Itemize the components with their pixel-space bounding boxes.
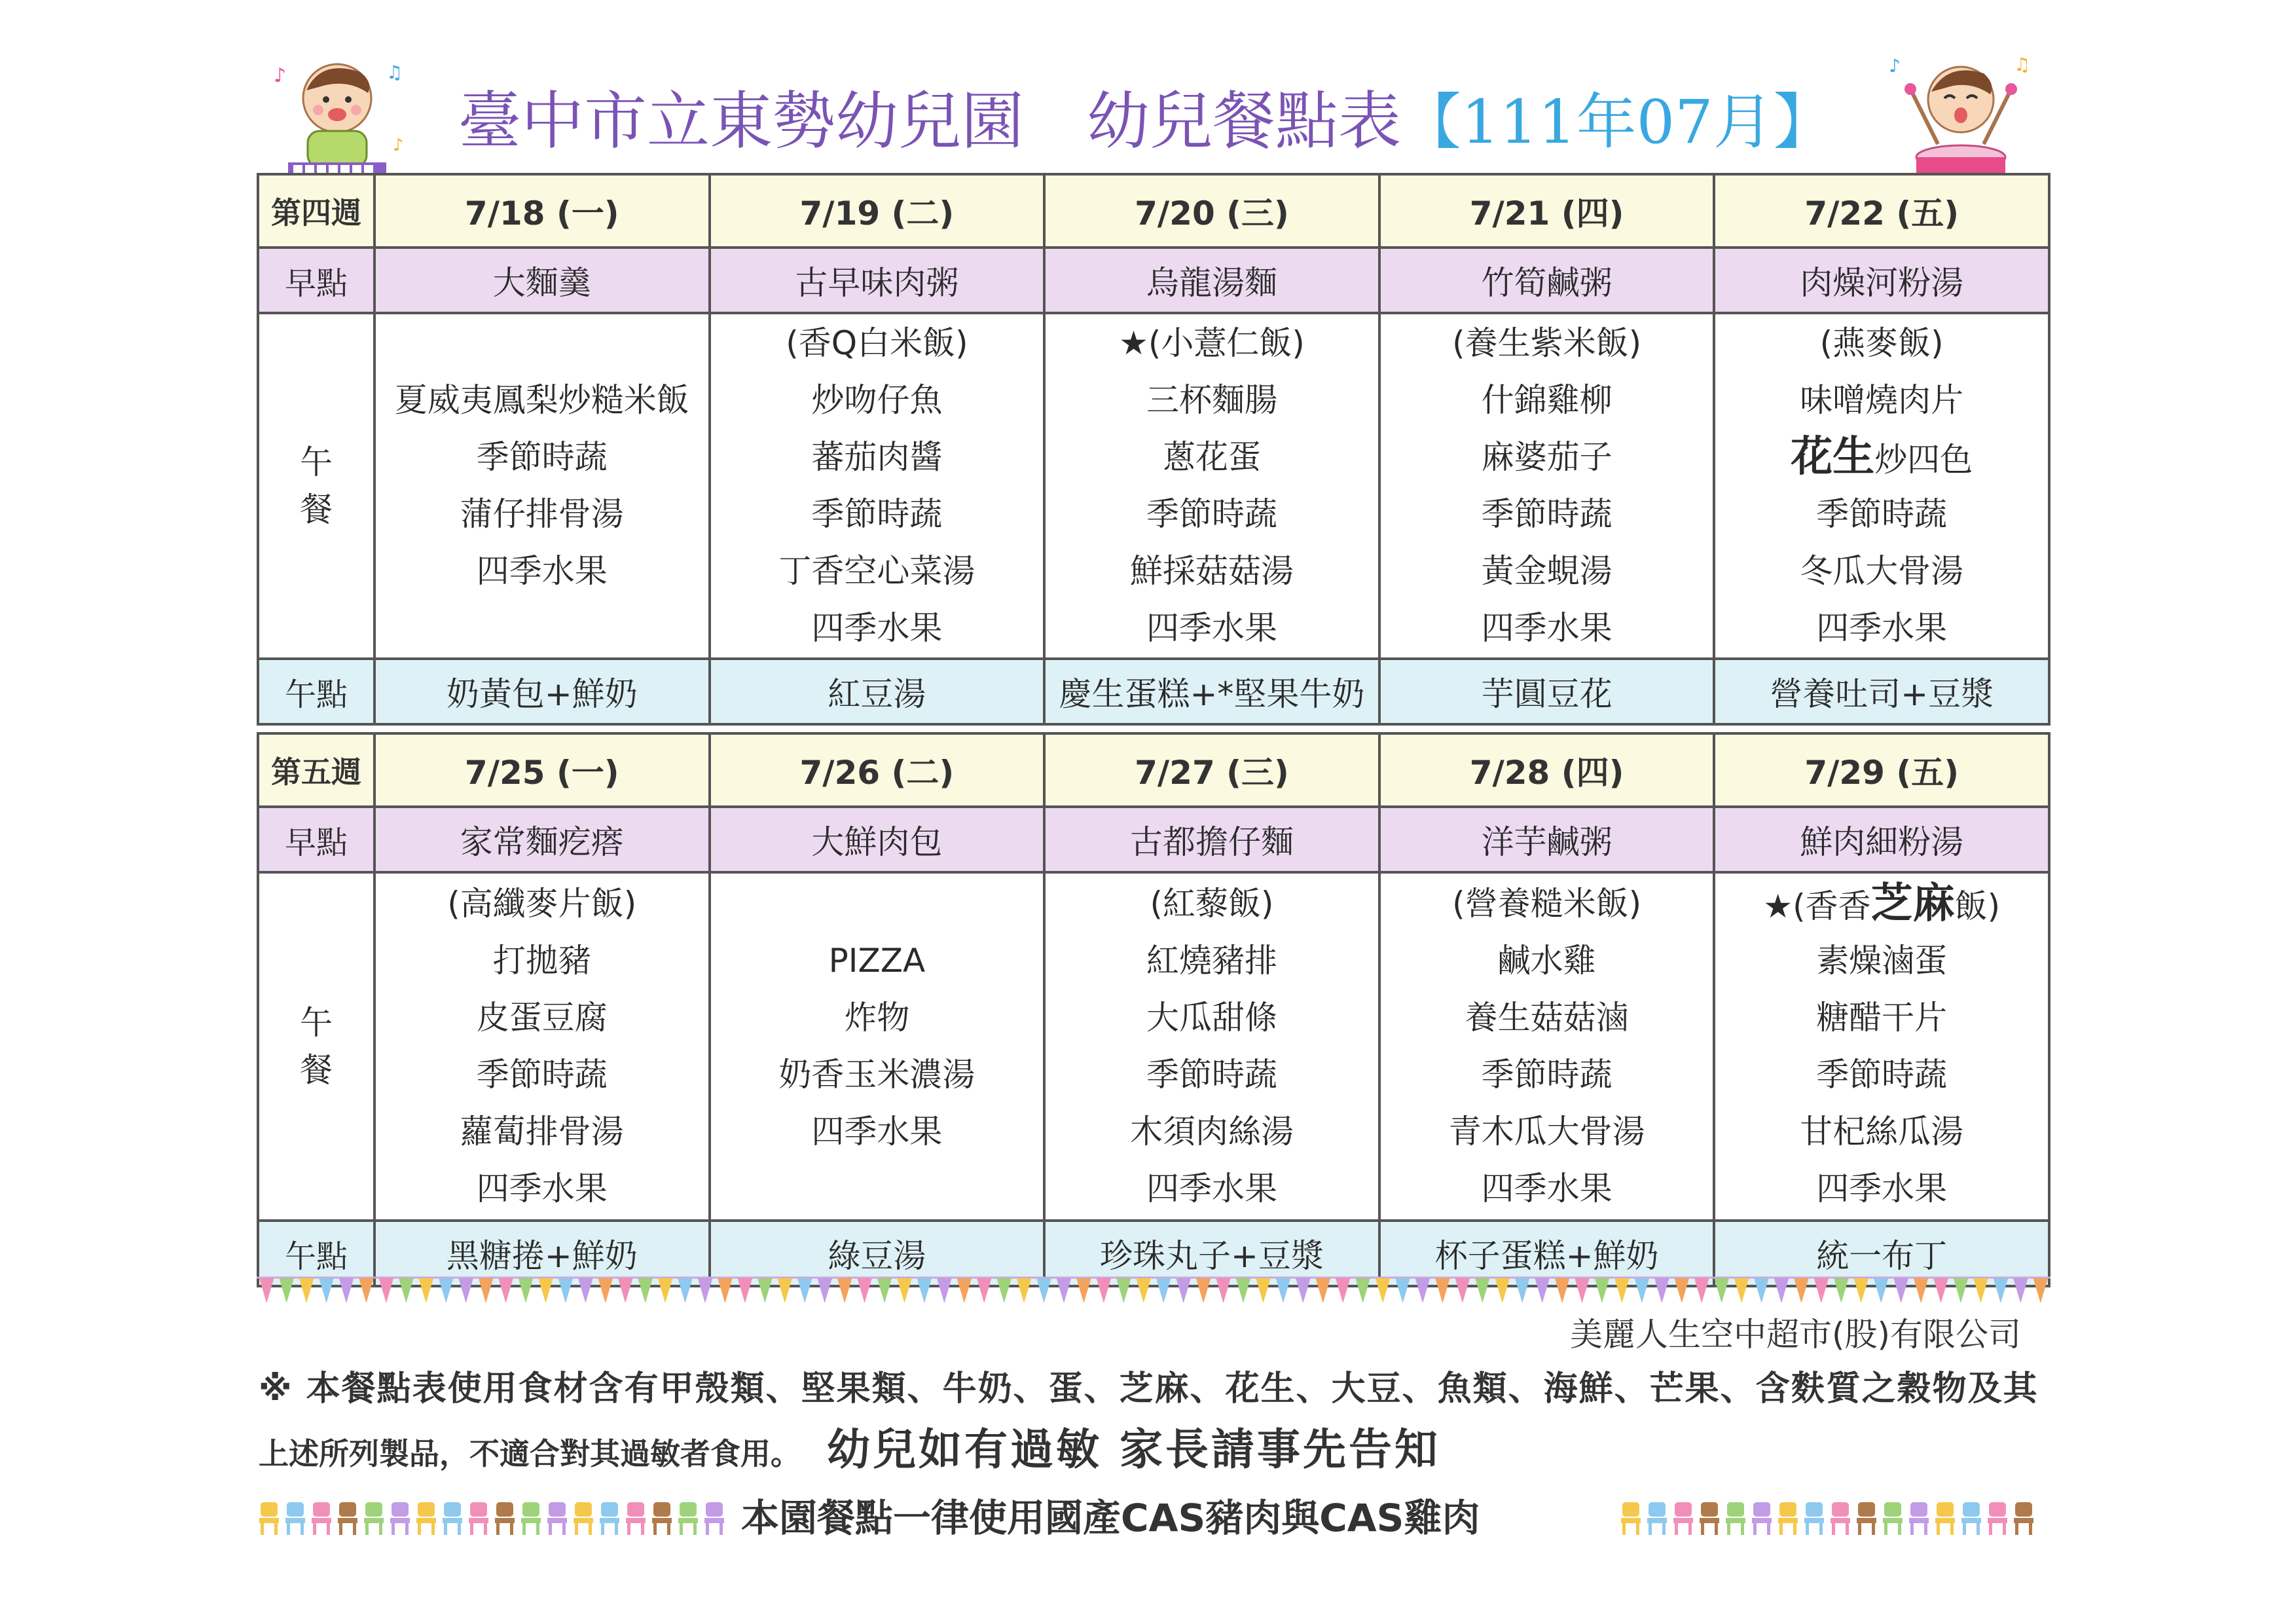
lunch-item: 奶香玉米濃湯 [778, 1056, 975, 1094]
snack-item: 奶黃包+鮮奶 [374, 659, 710, 724]
bunting-flag [698, 1278, 712, 1303]
chair-icon [416, 1502, 436, 1535]
chair-icon [1673, 1502, 1693, 1535]
bunting-flag [837, 1278, 852, 1303]
day-date: 7/28 (四) [1379, 733, 1715, 807]
chair-icon [285, 1502, 305, 1535]
bunting-flag [797, 1278, 812, 1303]
lunch-item: 四季水果 [1481, 609, 1613, 647]
bunting-flag [1774, 1278, 1789, 1303]
lunch-item: (養生紫米飯) [1452, 324, 1642, 362]
bunting-flag [458, 1278, 473, 1303]
baby-piano-icon [262, 52, 412, 190]
bunting-flag [1415, 1278, 1430, 1303]
bunting-flag [1276, 1278, 1290, 1303]
svg-text:♪: ♪ [393, 136, 404, 155]
snack-label: 午點 [258, 1221, 374, 1286]
lunch-item-suffix: 炒四色 [1874, 441, 1973, 479]
title-month: 【111年07月】 [1401, 87, 1834, 157]
lunch-item: 大瓜甜條 [1146, 999, 1277, 1037]
chair-icon [1988, 1502, 2007, 1535]
lunch-item: (高纖麥片飯) [447, 885, 637, 923]
lunch-item: 四季水果 [811, 1113, 943, 1151]
bunting-flag [1076, 1278, 1091, 1303]
bunting-flag [1017, 1278, 1031, 1303]
chair-icon [2014, 1502, 2033, 1535]
lunch-row [258, 313, 2049, 659]
bunting-flag [877, 1278, 892, 1303]
lunch-item: 季節時蔬 [1146, 1056, 1277, 1094]
breakfast-item: 古早味肉粥 [710, 248, 1045, 313]
day-date: 7/27 (三) [1044, 733, 1379, 807]
bunting-flag [1734, 1278, 1749, 1303]
chair-icon [652, 1502, 672, 1535]
bunting-flag [359, 1278, 373, 1303]
bunting-flag [1455, 1278, 1470, 1303]
snack-item: 芋圓豆花 [1379, 659, 1715, 724]
lunch-cell [1714, 313, 2049, 659]
lunch-label-line2: 餐 [300, 490, 333, 528]
lunch-item: 打拋豬 [492, 942, 591, 980]
week-5-table [257, 732, 2050, 1287]
lunch-item: 四季水果 [476, 1170, 608, 1208]
chair-icon [312, 1502, 331, 1535]
breakfast-item: 烏龍湯麵 [1044, 248, 1379, 313]
bunting-flag [259, 1278, 274, 1303]
svg-text:♫: ♫ [386, 62, 403, 83]
bunting-flag [1236, 1278, 1250, 1303]
bunting-flag [419, 1278, 433, 1303]
chair-icon [338, 1502, 357, 1535]
day-date: 7/22 (五) [1714, 174, 2049, 248]
lunch-item: 四季水果 [1146, 1170, 1277, 1208]
bunting-flag [1614, 1278, 1629, 1303]
chair-icon [678, 1502, 698, 1535]
day-date: 7/26 (二) [710, 733, 1045, 807]
bunting-flag [1714, 1278, 1728, 1303]
bunting-flag [996, 1278, 1011, 1303]
bunting-flag [1973, 1278, 1988, 1303]
week-4-table [257, 173, 2050, 726]
lunch-item-highlight: 花生 [1791, 433, 1875, 481]
chair-icon [574, 1502, 593, 1535]
breakfast-label: 早點 [258, 807, 374, 872]
bunting-flag [1216, 1278, 1230, 1303]
bunting-flag [1256, 1278, 1270, 1303]
lunch-item: 皮蛋豆腐 [476, 999, 608, 1037]
lunch-item: (營養糙米飯) [1452, 885, 1642, 923]
snack-item: 慶生蛋糕+*堅果牛奶 [1044, 659, 1379, 724]
bunting-flag [1575, 1278, 1589, 1303]
bunting-flag [1097, 1278, 1111, 1303]
lunch-item [1715, 876, 2048, 932]
lunch-item: 木須肉絲湯 [1129, 1113, 1294, 1151]
bunting-flag [1834, 1278, 1848, 1303]
bunting-flag [638, 1278, 652, 1303]
lunch-cell [710, 872, 1045, 1221]
bunting-flag [558, 1278, 573, 1303]
bunting-decoration [257, 1276, 2050, 1306]
lunch-item: 冬瓜大骨湯 [1800, 552, 1964, 590]
lunch-item: 季節時蔬 [1816, 495, 1948, 533]
chair-icon [1909, 1502, 1929, 1535]
lunch-item: 蒲仔排骨湯 [460, 495, 624, 533]
bunting-flag [1395, 1278, 1410, 1303]
snack-label: 午點 [258, 659, 374, 724]
bunting-flag [1994, 1278, 2008, 1303]
lunch-item: 黃金蜆湯 [1481, 552, 1613, 590]
bunting-flag [1137, 1278, 1151, 1303]
lunch-cell [1379, 313, 1715, 659]
bunting-flag [1495, 1278, 1510, 1303]
lunch-item: 季節時蔬 [476, 438, 608, 476]
title-main: 臺中市立東勢幼兒園 幼兒餐點表 [458, 84, 1401, 158]
bunting-flag [1954, 1278, 1968, 1303]
day-date: 7/21 (四) [1379, 174, 1715, 248]
bunting-flag [1893, 1278, 1908, 1303]
snack-item: 珍珠丸子+豆漿 [1044, 1221, 1379, 1286]
bunting-flag [738, 1278, 752, 1303]
allergy-note-line2 [259, 1414, 1440, 1477]
chair-icon [1647, 1502, 1667, 1535]
bunting-flag [1933, 1278, 1948, 1303]
bunting-flag [1595, 1278, 1609, 1303]
chair-icon [1935, 1502, 1955, 1535]
lunch-item: (燕麥飯) [1819, 324, 1944, 362]
allergy-note-text: 上述所列製品，不適合對其過敏者食用。 [259, 1436, 801, 1471]
week-5-header-row [258, 733, 2049, 807]
lunch-item: 季節時蔬 [811, 495, 943, 533]
bunting-flag [339, 1278, 354, 1303]
chair-icon [600, 1502, 619, 1535]
allergy-notice-emphasis: 幼兒如有過敏 家長請事先告知 [827, 1424, 1440, 1475]
bunting-flag [299, 1278, 314, 1303]
chair-icon [390, 1502, 410, 1535]
snack-item: 黑糖捲+鮮奶 [374, 1221, 710, 1286]
snack-item: 杯子蛋糕+鮮奶 [1379, 1221, 1715, 1286]
bunting-flag [439, 1278, 453, 1303]
bunting-flag [1156, 1278, 1171, 1303]
chair-icon [521, 1502, 541, 1535]
lunch-item: 紅燒豬排 [1146, 942, 1277, 980]
bunting-flag [1675, 1278, 1689, 1303]
bunting-flag [598, 1278, 613, 1303]
bunting-flag [937, 1278, 951, 1303]
chair-icon [443, 1502, 462, 1535]
lunch-item: 四季水果 [811, 609, 943, 647]
lunch-item: 素燥滷蛋 [1816, 942, 1948, 980]
bunting-flag [1635, 1278, 1649, 1303]
chair-icon [1778, 1502, 1798, 1535]
bunting-flag [519, 1278, 533, 1303]
lunch-item: 味噌燒肉片 [1800, 381, 1964, 419]
lunch-cell [374, 872, 710, 1221]
bunting-flag [1754, 1278, 1768, 1303]
chairs-decoration-right [1618, 1498, 2050, 1538]
bunting-flag [658, 1278, 672, 1303]
lunch-item: 四季水果 [1816, 1170, 1948, 1208]
bunting-flag [479, 1278, 493, 1303]
lunch-item: 青木瓜大骨湯 [1448, 1113, 1645, 1151]
breakfast-item: 肉燥河粉湯 [1714, 248, 2049, 313]
bunting-flag [817, 1278, 831, 1303]
bunting-flag [1036, 1278, 1051, 1303]
bunting-flag [1914, 1278, 1928, 1303]
page-title [458, 65, 1834, 177]
lunch-item: 鮮採菇菇湯 [1129, 552, 1294, 590]
bunting-flag [957, 1278, 972, 1303]
chair-icon [1883, 1502, 1903, 1535]
lunch-item: 丁香空心菜湯 [778, 552, 975, 590]
breakfast-row [258, 248, 2049, 313]
bunting-flag [538, 1278, 553, 1303]
lunch-item: ★(小薏仁飯) [1119, 324, 1305, 362]
bunting-flag [1316, 1278, 1330, 1303]
bunting-flag [1196, 1278, 1211, 1303]
bunting-flag [917, 1278, 932, 1303]
bunting-flag [1535, 1278, 1549, 1303]
bunting-flag [1435, 1278, 1449, 1303]
lunch-item: 四季水果 [1481, 1170, 1613, 1208]
lunch-item: 四季水果 [1146, 609, 1277, 647]
breakfast-item: 竹筍鹹粥 [1379, 248, 1715, 313]
lunch-cell [1044, 872, 1379, 1221]
snack-item: 紅豆湯 [710, 659, 1045, 724]
bunting-flag [1515, 1278, 1529, 1303]
lunch-label-line2: 餐 [300, 1051, 333, 1089]
lunch-cell [710, 313, 1045, 659]
bunting-flag [977, 1278, 991, 1303]
breakfast-item: 古都擔仔麵 [1044, 807, 1379, 872]
day-date: 7/19 (二) [710, 174, 1045, 248]
chair-icon [1831, 1502, 1850, 1535]
bunting-flag [857, 1278, 871, 1303]
bunting-flag [1296, 1278, 1310, 1303]
lunch-item: 麻婆茄子 [1481, 438, 1613, 476]
bunting-flag [2033, 1278, 2048, 1303]
lunch-item: 四季水果 [1816, 609, 1948, 647]
lunch-item: 養生菇菇滷 [1465, 999, 1629, 1037]
bunting-flag [1654, 1278, 1669, 1303]
lunch-item: 季節時蔬 [1816, 1056, 1948, 1094]
bunting-flag [618, 1278, 632, 1303]
lunch-item: (紅藜飯) [1150, 885, 1274, 923]
bunting-flag [1555, 1278, 1569, 1303]
lunch-item: 三杯麵腸 [1146, 381, 1277, 419]
chair-icon [495, 1502, 515, 1535]
bunting-flag [498, 1278, 513, 1303]
lunch-item: 甘杞絲瓜湯 [1800, 1113, 1964, 1151]
week-4-header-row [258, 174, 2049, 248]
chairs-decoration-left [257, 1498, 728, 1538]
breakfast-item: 鮮肉細粉湯 [1714, 807, 2049, 872]
svg-text:♪: ♪ [274, 64, 287, 87]
snack-item: 綠豆湯 [710, 1221, 1045, 1286]
bunting-flag [1874, 1278, 1888, 1303]
lunch-cell [1714, 872, 2049, 1221]
chair-icon [1804, 1502, 1824, 1535]
bunting-flag [757, 1278, 772, 1303]
svg-text:♪: ♪ [1889, 55, 1901, 77]
lunch-item-highlight: 芝麻 [1870, 879, 1955, 928]
lunch-item: 炸物 [844, 999, 910, 1037]
bunting-flag [1057, 1278, 1071, 1303]
lunch-item-suffix: 飯) [1954, 887, 2001, 925]
allergy-note-line1: ※ 本餐點表使用食材含有甲殼類、堅果類、牛奶、蛋、芝麻、花生、大豆、魚類、海鮮、芒果、含麩質之穀物及其 [259, 1369, 2039, 1409]
chair-icon [1961, 1502, 1981, 1535]
chair-icon [1621, 1502, 1641, 1535]
svg-text:♫: ♫ [2014, 54, 2031, 75]
breakfast-item: 家常麵疙瘩 [374, 807, 710, 872]
day-date: 7/29 (五) [1714, 733, 2049, 807]
lunch-item: 什錦雞柳 [1481, 381, 1613, 419]
lunch-item: 四季水果 [476, 552, 608, 590]
lunch-item: 糖醋干片 [1816, 999, 1948, 1037]
bunting-flag [1116, 1278, 1131, 1303]
lunch-item: 夏威夷鳳梨炒糙米飯 [394, 381, 689, 419]
bunting-flag [279, 1278, 293, 1303]
lunch-item: PIZZA [828, 942, 926, 980]
snack-item: 營養吐司+豆漿 [1714, 659, 2049, 724]
chair-icon [1700, 1502, 1719, 1535]
bunting-flag [718, 1278, 732, 1303]
chair-icon [364, 1502, 384, 1535]
breakfast-row [258, 807, 2049, 872]
lunch-label-line1: 午 [300, 443, 333, 481]
lunch-item: 炒吻仔魚 [811, 381, 943, 419]
lunch-item: (香Q白米飯) [786, 324, 968, 362]
bunting-flag [1176, 1278, 1190, 1303]
breakfast-item: 洋芋鹹粥 [1379, 807, 1715, 872]
lunch-item: 季節時蔬 [476, 1056, 608, 1094]
breakfast-item: 大麵羹 [374, 248, 710, 313]
bunting-flag [1376, 1278, 1390, 1303]
breakfast-item: 大鮮肉包 [710, 807, 1045, 872]
snack-item: 統一布丁 [1714, 1221, 2049, 1286]
chair-icon [626, 1502, 646, 1535]
breakfast-label: 早點 [258, 248, 374, 313]
day-date: 7/20 (三) [1044, 174, 1379, 248]
lunch-item: 季節時蔬 [1481, 1056, 1613, 1094]
lunch-row [258, 872, 2049, 1221]
lunch-item: 蕃茄肉醬 [811, 438, 943, 476]
lunch-item [1715, 429, 2048, 486]
lunch-item-prefix: ★(香香 [1763, 887, 1871, 925]
bunting-flag [399, 1278, 413, 1303]
bunting-flag [1854, 1278, 1868, 1303]
bunting-flag [1794, 1278, 1808, 1303]
bunting-flag [1475, 1278, 1489, 1303]
week-label: 第五週 [258, 733, 374, 807]
chair-icon [259, 1502, 279, 1535]
lunch-item: 鹹水雞 [1497, 942, 1596, 980]
chair-icon [547, 1502, 567, 1535]
bunting-flag [1355, 1278, 1370, 1303]
snack-row [258, 659, 2049, 724]
chair-icon [469, 1502, 488, 1535]
footer-row [257, 1492, 2050, 1544]
lunch-item: 蔥花蛋 [1162, 438, 1261, 476]
lunch-label-line1: 午 [300, 1004, 333, 1042]
bunting-flag [379, 1278, 393, 1303]
day-date: 7/25 (一) [374, 733, 710, 807]
footer-text: 本園餐點一律使用國產CAS豬肉與CAS雞肉 [741, 1496, 1480, 1540]
bunting-flag [897, 1278, 911, 1303]
lunch-cell [374, 313, 710, 659]
lunch-item: 季節時蔬 [1481, 495, 1613, 533]
bunting-flag [778, 1278, 792, 1303]
chair-icon [1726, 1502, 1745, 1535]
bunting-flag [2013, 1278, 2028, 1303]
lunch-label [258, 313, 374, 659]
lunch-item: 季節時蔬 [1146, 495, 1277, 533]
baby-drum-icon [1886, 52, 2036, 190]
lunch-cell [1044, 313, 1379, 659]
chair-icon [704, 1502, 724, 1535]
bunting-flag [678, 1278, 692, 1303]
supplier-name: 美麗人生空中超市(股)有限公司 [1569, 1316, 2021, 1354]
chair-icon [1752, 1502, 1772, 1535]
lunch-label [258, 872, 374, 1221]
bunting-flag [1694, 1278, 1709, 1303]
chair-icon [1857, 1502, 1876, 1535]
bunting-flag [1336, 1278, 1350, 1303]
lunch-cell [1379, 872, 1715, 1221]
bunting-flag [578, 1278, 592, 1303]
day-date: 7/18 (一) [374, 174, 710, 248]
bunting-flag [319, 1278, 333, 1303]
lunch-item: 蘿蔔排骨湯 [460, 1113, 624, 1151]
bunting-flag [1814, 1278, 1829, 1303]
week-label: 第四週 [258, 174, 374, 248]
